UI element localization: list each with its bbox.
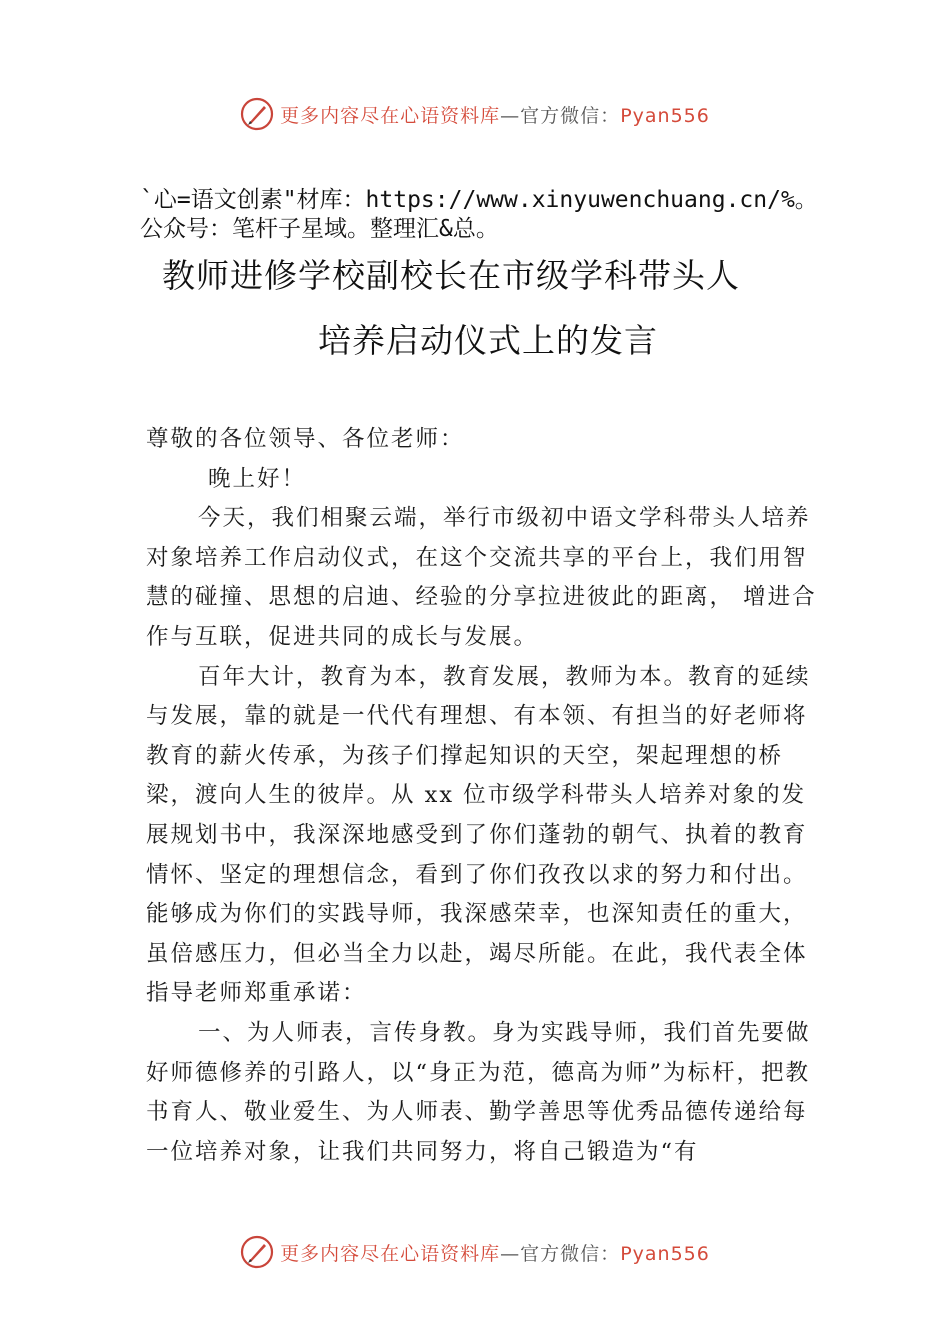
document-title-line1: 教师进修学校副校长在市级学科带头人 bbox=[162, 256, 740, 295]
greeting-evening: 晚上好！ bbox=[208, 465, 307, 492]
banner-wechat-id: Pyan556 bbox=[620, 1242, 710, 1265]
speech-body bbox=[146, 420, 821, 1172]
paragraph: 今天，我们相聚云端，举行市级初中语文学科带头人培养对象培养工作启动仪式，在这个交流共享的平台上，我们用智慧的碰撞、思想的启迪、经验的分享拉进彼此的距离， 增进合作与互联，促进共同的成长与发展。 bbox=[146, 505, 817, 650]
banner-main-text: 更多内容尽在心语资料库 bbox=[280, 104, 501, 127]
footer-banner bbox=[0, 1230, 950, 1274]
paragraph: 一、为人师表，言传身教。身为实践导师，我们首先要做好师德修养的引路人，以“身正为范，德高为师”为标杆，把教书育人、敬业爱生、为人师表、勤学善思等优秀品德传递给每一位培养对象，让我们共同努力，将自己锻造为“有 bbox=[146, 1019, 811, 1165]
banner-main-text: 更多内容尽在心语资料库 bbox=[280, 1242, 501, 1265]
quill-pen-logo-icon bbox=[240, 97, 274, 131]
banner-text bbox=[280, 101, 710, 128]
banner-wechat-id: Pyan556 bbox=[620, 104, 710, 127]
banner-wechat-label: 官方微信： bbox=[520, 1242, 621, 1265]
document-title-line2: 培养启动仪式上的发言 bbox=[318, 321, 658, 360]
source-note: `心=语文创素"材库：https://www.xinyuwenchuang.cn/%。公众号：笔杆子星域。整理汇&总。 bbox=[140, 187, 818, 242]
header-banner bbox=[0, 92, 950, 136]
banner-wechat-label: 官方微信： bbox=[520, 104, 621, 127]
banner-separator: — bbox=[500, 104, 521, 127]
quill-pen-logo-icon bbox=[240, 1235, 274, 1269]
paragraph: 百年大计，教育为本，教育发展，教师为本。教育的延续与发展，靠的就是一代代有理想、有本领、有担当的好老师将教育的薪火传承，为孩子们撑起知识的天空，架起理想的桥梁，渡向人生的彼岸。从 xx 位市级学科带头人培养对象的发展规划书中，我深深地感受到了你们蓬勃的朝气、执着的教育情怀、坚定的理想信念，看到了你们孜孜以求的努力和付出。能够成为你们的实践导师，我深感荣幸，也深知责任的重大，虽倍感压力，但必当全力以赴，竭尽所能。在此，我代表全体指导老师郑重承诺： bbox=[146, 663, 811, 1007]
banner-text bbox=[280, 1239, 710, 1266]
salutation: 尊敬的各位领导、各位老师： bbox=[146, 426, 465, 452]
banner-separator: — bbox=[500, 1242, 521, 1265]
